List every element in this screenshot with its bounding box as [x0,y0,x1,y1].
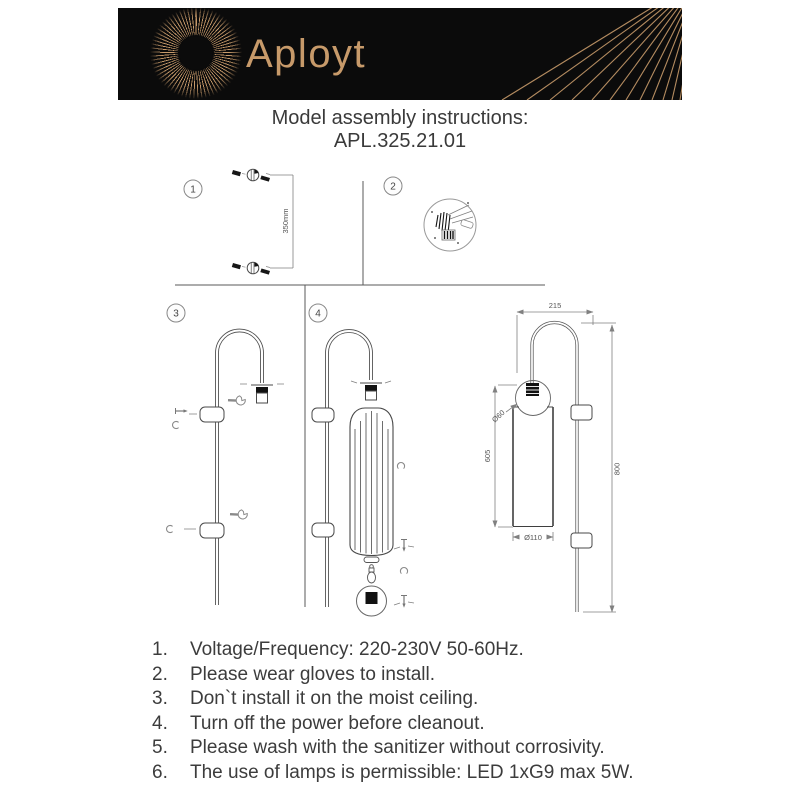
wiring-detail-circle [424,199,476,251]
item-number: 5. [152,737,168,759]
wall-anchor-icon [232,169,270,181]
socket-hatched [526,383,539,396]
item-number: 3. [152,688,168,710]
wrench-icon [228,393,247,407]
starburst-icon [148,8,244,100]
starburst-center [178,35,214,71]
shade-outline [513,407,553,527]
g9-bulb-icon [368,565,376,583]
screw-icon [176,408,188,414]
step3-panel [167,304,284,605]
item-number: 1. [152,639,168,660]
item-number: 2. [152,663,168,685]
width-dim-label: 215 [548,301,562,310]
wrench-icon [230,507,249,521]
clip-icon [400,568,407,574]
item-number: 6. [152,761,168,783]
glass-shade [350,408,393,556]
item-text: Turn off the power before cleanout. [190,712,485,734]
clip-icon [173,421,179,428]
list-item [152,714,634,734]
step3-number: 3 [173,308,179,320]
list-item [152,689,634,709]
step1-number: 1 [190,184,196,196]
shade-diameter-label: Ø110 [524,533,542,542]
item-text: The use of lamps is permissible: LED 1xG9 max 5W. [190,761,634,783]
shade-height-label: 605 [483,449,492,463]
item-text: Don`t install it on the moist ceiling. [190,688,479,710]
item-text: Please wash with the sanitizer without corrosivity. [190,737,605,759]
title-line1: Model assembly instructions: [271,107,529,129]
step2-number: 2 [390,181,396,193]
item-text: Please wear gloves to install. [190,663,436,685]
assembly-diagram [0,155,800,655]
model-number: APL.325.21.01 [333,129,467,152]
item-text: Voltage/Frequency: 220-230V 50-60Hz. [190,639,524,660]
screw-icon [401,596,407,608]
lamp-socket [351,381,391,400]
shade-ring [364,557,379,563]
step2-panel [384,177,476,251]
instruction-list [152,640,634,788]
step4-panel [309,304,414,616]
list-item [152,763,634,783]
dimension-drawing [483,301,622,612]
item-number: 4. [152,712,168,734]
step1-panel [184,169,293,274]
bulb-diameter-label: Ø60 [490,408,507,425]
list-item [152,738,634,758]
lamp-socket [240,384,284,403]
step4-number: 4 [315,308,321,320]
list-item [152,640,634,660]
brand-banner [118,8,682,100]
height-dim-label: 800 [612,462,622,476]
screw-icon [401,540,407,552]
wall-anchor-icon [232,262,270,274]
brand-name: Aployt [246,32,367,76]
list-item [152,665,634,685]
page-title [0,107,800,152]
mount-spacing-label: 350mm [281,208,290,234]
clip-icon [167,525,173,532]
rays-decoration-icon [432,8,682,100]
base-detail-circle [357,586,387,616]
clip-icon [397,463,404,469]
